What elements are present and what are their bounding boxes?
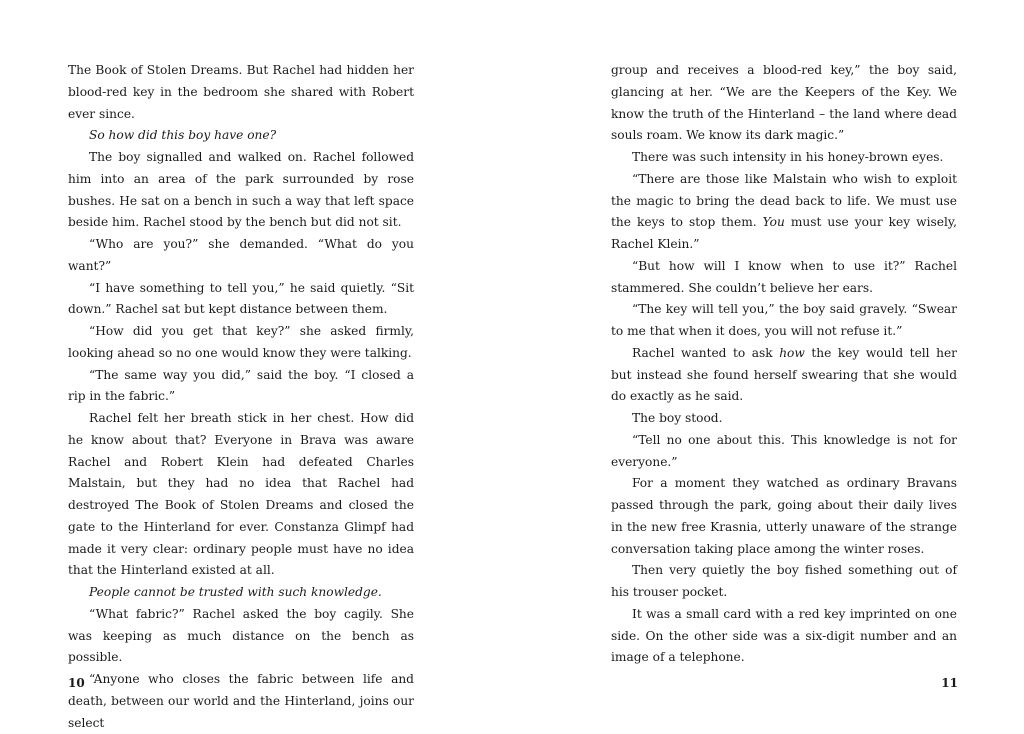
paragraph: “How did you get that key?” she asked firmly, looking ahead so no one would know they were talking.: [68, 324, 414, 360]
paragraph: “I have something to tell you,” he said quietly. “Sit down.” Rachel sat but kept distance between them.: [68, 280, 414, 317]
paragraph: So how did this boy have one?: [89, 128, 277, 143]
left-page-text: [68, 60, 414, 734]
paragraph: “What fabric?” Rachel asked the boy cagily. She was keeping as much distance on the bench as possible.: [68, 606, 414, 665]
paragraph: The boy stood.: [632, 411, 723, 425]
paragraph: “There are those like Malstain who wish to exploit the magic to bring the dead back to life. We must use the keys to stop them. You must use your key wisely, Rachel Klein.”: [611, 171, 957, 251]
paragraph: For a moment they watched as ordinary Bravans passed through the park, going about their daily lives in the new free Krasnia, utterly unaware of the strange conversation taking place among the winter roses.: [611, 476, 957, 556]
paragraph: “Anyone who closes the fabric between life and death, between our world and the Hinterland, joins our select: [68, 672, 414, 730]
page-number-right: 11: [941, 676, 958, 690]
right-page-text: [611, 60, 957, 669]
page-number-left: 10: [68, 676, 85, 690]
paragraph: “The key will tell you,” the boy said gravely. “Swear to me that when it does, you will not refuse it.”: [611, 302, 957, 338]
paragraph: It was a small card with a red key imprinted on one side. On the other side was a six-digit number and an image of a telephone.: [611, 606, 957, 665]
paragraph: Rachel wanted to ask how the key would tell her but instead she found herself swearing that she would do exactly as he said.: [611, 345, 957, 404]
paragraph: “But how will I know when to use it?” Rachel stammered. She couldn’t believe her ears.: [611, 258, 957, 295]
paragraph: People cannot be trusted with such knowledge.: [89, 585, 382, 599]
paragraph: The boy signalled and walked on. Rachel followed him into an area of the park surrounded by rose bushes. He sat on a bench in such a way that left space beside him. Rachel stood by the bench but did not sit.: [68, 150, 414, 230]
paragraph: The Book of Stolen Dreams. But Rachel had hidden her blood-red key in the bedroom she shared with Robert ever since.: [68, 63, 414, 121]
paragraph: “Who are you?” she demanded. “What do you want?”: [68, 237, 414, 273]
paragraph: Then very quietly the boy fished something out of his trouser pocket.: [611, 563, 957, 599]
paragraph: group and receives a blood-red key,” the boy said, glancing at her. “We are the Keepers of the Key. We know the truth of the Hinterland – the land where dead souls roam. We know its dark magic.”: [611, 63, 957, 143]
paragraph: “The same way you did,” said the boy. “I closed a rip in the fabric.”: [68, 367, 414, 404]
paragraph: Rachel felt her breath stick in her chest. How did he know about that? Everyone in Brava was aware Rachel and Robert Klein had defeated Charles Malstain, but they had no idea that Rachel had destroyed The Book of Stolen Dreams and closed the gate to the Hinterland for ever. Constanza Glimpf had made it very clear: ordinary people must have no idea that the Hinterland existed at all.: [68, 411, 414, 578]
paragraph: There was such intensity in his honey-brown eyes.: [632, 150, 944, 164]
paragraph: “Tell no one about this. This knowledge is not for everyone.”: [611, 432, 957, 469]
